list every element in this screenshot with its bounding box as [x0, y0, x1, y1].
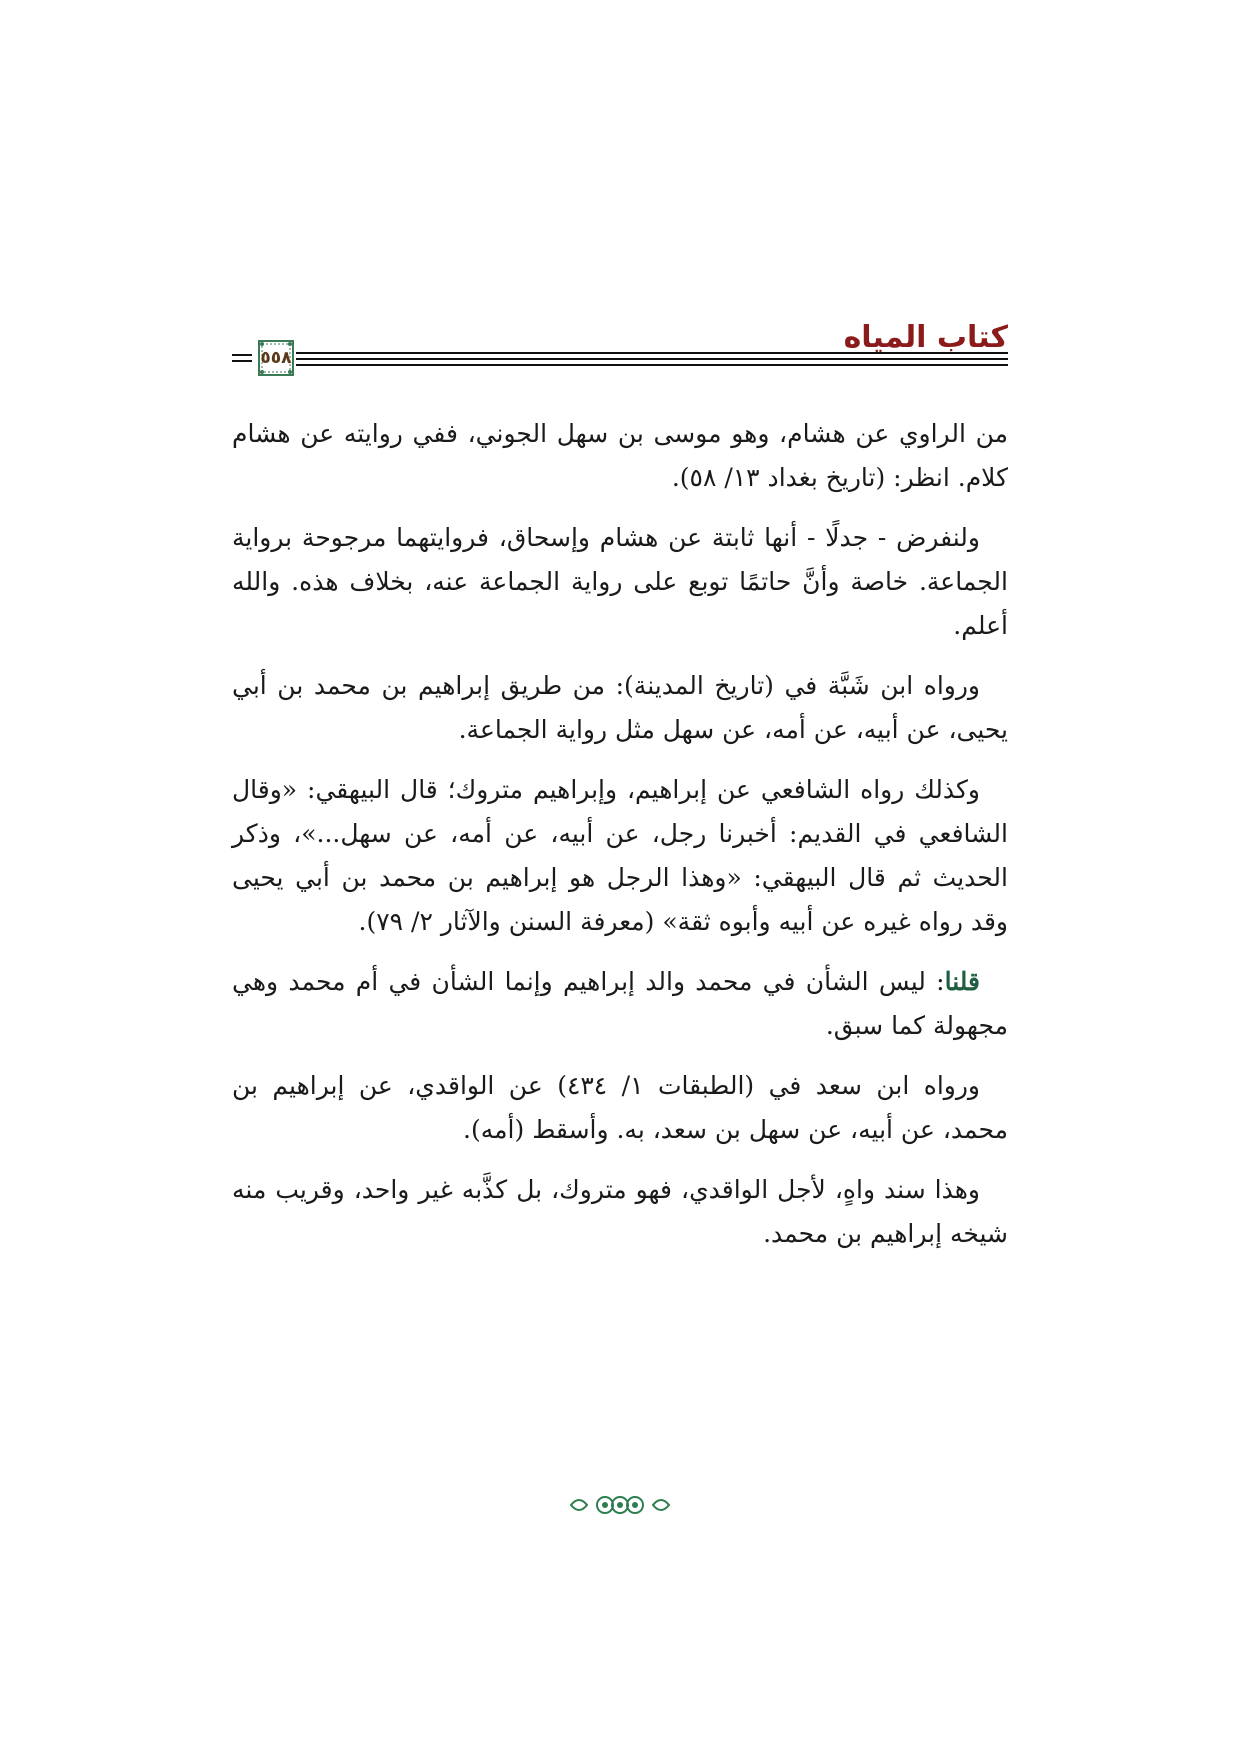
page-number-badge — [258, 340, 294, 376]
header-rule-top — [296, 352, 1008, 354]
paragraph-5 — [232, 960, 1008, 1048]
paragraph-7-text: وهذا سند واهٍ، لأجل الواقدي، فهو متروك، بل كذَّبه غير واحد، وقريب منه شيخه إبراهيم بن محمد. — [232, 1175, 1008, 1248]
page-number: ٥٥٨ — [260, 348, 292, 368]
paragraph-7 — [232, 1168, 1008, 1256]
paragraph-1-text: من الراوي عن هشام، وهو موسى بن سهل الجوني، ففي روايته عن هشام كلام. انظر: (تاريخ بغداد ١٣/ ٥٨). — [232, 419, 1008, 492]
paragraph-2 — [232, 516, 1008, 648]
paragraph-4 — [232, 768, 1008, 944]
header-rule-left-top — [232, 354, 252, 356]
book-title: كتاب المياه — [843, 320, 1008, 355]
paragraph-3 — [232, 664, 1008, 752]
paragraph-4-text: وكذلك رواه الشافعي عن إبراهيم، وإبراهيم متروك؛ قال البيهقي: «وقال الشافعي في القديم: أخبرنا رجل، عن أبيه، عن أمه، عن سهل...»، وذكر الحديث ثم قال البيهقي: «وهذا الرجل هو إبراهيم بن محمد بن أبي يحيى وقد رواه غيره عن أبيه وأبوه ثقة» (معرفة السنن والآثار ٢/ ٧٩). — [232, 775, 1008, 936]
paragraph-6-text: ورواه ابن سعد في (الطبقات ١/ ٤٣٤) عن الواقدي، عن إبراهيم بن محمد، عن أبيه، عن سهل بن سعد، به. وأسقط (أمه). — [232, 1071, 1008, 1144]
paragraph-5-text: : ليس الشأن في محمد والد إبراهيم وإنما الشأن في أم محمد وهي مجهولة كما سبق. — [232, 967, 1008, 1040]
section-end-ornament-icon — [565, 1490, 675, 1520]
paragraph-3-text: ورواه ابن شَبَّة في (تاريخ المدينة): من طريق إبراهيم بن محمد بن أبي يحيى، عن أبيه، عن أمه، عن سهل مثل رواية الجماعة. — [232, 671, 1008, 744]
paragraph-5-lead: قلنا — [944, 967, 980, 996]
page-body — [232, 412, 1008, 1272]
header-rule-bottom — [296, 364, 1008, 366]
page-header — [232, 318, 1008, 388]
header-rule-left-bottom — [232, 360, 252, 362]
paragraph-1 — [232, 412, 1008, 500]
header-rule-middle — [296, 358, 1008, 360]
paragraph-2-text: ولنفرض - جدلًا - أنها ثابتة عن هشام وإسحاق، فروايتهما مرجوحة برواية الجماعة. خاصة وأنَّ حاتمًا توبع على رواية الجماعة عنه، بخلاف هذه. والله أعلم. — [232, 523, 1008, 640]
paragraph-6 — [232, 1064, 1008, 1152]
